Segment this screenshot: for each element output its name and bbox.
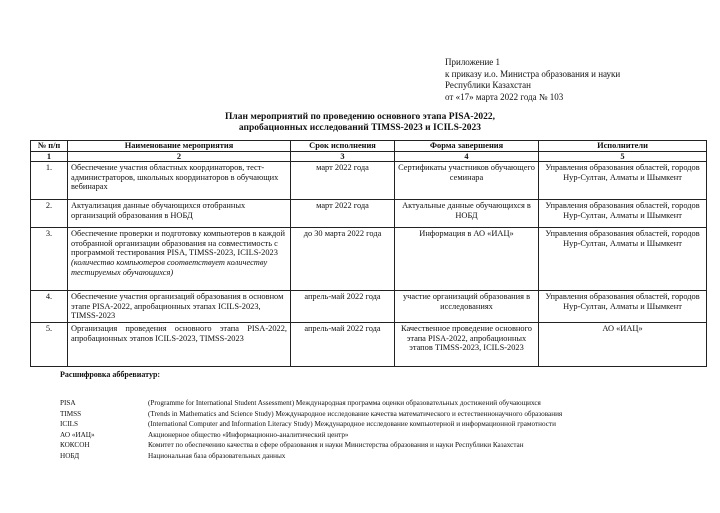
abbreviation-item <box>60 398 562 409</box>
row-term: до 30 марта 2022 года <box>291 228 395 291</box>
row-num: 2. <box>31 200 68 228</box>
abbreviation-value: (Programme for International Student Assessment) Международная программа оценки образовательных достижений обучающихся <box>148 399 541 407</box>
appendix-block <box>445 57 620 103</box>
title-line-2: апробационных исследований TIMSS-2023 и ICILS-2023 <box>238 123 482 133</box>
row-term: март 2022 года <box>291 200 395 228</box>
abbreviation-key: КОКСОН <box>60 441 90 449</box>
row-exec: Управления образования областей, городов Нур-Султан, Алматы и Шымкент <box>539 228 707 291</box>
abbreviation-item <box>60 440 562 451</box>
row-name <box>68 228 291 291</box>
column-number-row <box>31 151 707 162</box>
row-num: 5. <box>31 322 68 366</box>
col-number: 1 <box>31 151 68 162</box>
row-num: 3. <box>31 228 68 291</box>
abbreviation-key: PISA <box>60 399 76 407</box>
row-term: март 2022 года <box>291 162 395 200</box>
row-name <box>68 291 291 323</box>
row-name-text: Актуализация данные обучающихся отобранных организаций образования в НОБД <box>71 201 246 220</box>
row-name-text: Организация проведения основного этапа PISA-2022, апробационных этапов ICILS-2023, TIMSS-2023 <box>71 323 287 343</box>
abbreviation-value: (Trends in Mathematics and Science Study) Международное исследование качества математического и естественнонаучного образования <box>148 409 563 418</box>
header-num: № п/п <box>31 141 68 152</box>
row-name-text: Обеспечение проверки и подготовку компьютеров в каждой отобранной организации образования на совместимость с программой тестирования PISA, TIMSS-2023, ICILS-2023 <box>71 229 285 258</box>
row-exec: Управления образования областей, городов Нур-Султан, Алматы и Шымкент <box>539 162 707 200</box>
abbreviation-key: ICILS <box>60 420 78 428</box>
abbreviation-item <box>60 430 562 441</box>
document-title <box>0 112 720 134</box>
row-form: Актуальные данные обучающихся в НОБД <box>395 200 539 228</box>
row-form: Сертификаты участников обучающего семинара <box>395 162 539 200</box>
row-form: участие организаций образования в исследованиях <box>395 291 539 323</box>
appendix-line: от «17» марта 2022 года № 103 <box>445 91 564 102</box>
row-name-text: Обеспечение участия организаций образования в основном этапе PISA-2022, апробационных этапах ICILS-2023, TIMSS-2023 <box>71 292 284 321</box>
abbreviation-value: (International Computer and Information Literacy Study) Международное исследование компьютерной и информационной грамотности <box>148 420 556 428</box>
abbreviations-list <box>60 398 562 461</box>
appendix-line: Приложение 1 <box>445 57 501 67</box>
col-number: 3 <box>291 151 395 162</box>
row-exec: АО «ИАЦ» <box>539 322 707 366</box>
col-number: 5 <box>539 151 707 162</box>
table-row <box>31 291 707 323</box>
plan-table <box>30 140 707 367</box>
abbreviation-item <box>60 419 562 430</box>
row-num: 1. <box>31 162 68 200</box>
row-form: Качественное проведение основного этапа PISA-2022, апробационных этапов TIMSS-2023, ICILS-2023 <box>395 322 539 366</box>
abbreviations-heading: Расшифровка аббревиатур: <box>60 370 161 379</box>
table-row <box>31 200 707 228</box>
abbreviation-value: Акционерное общество «Информационно-аналитический центр» <box>148 430 349 439</box>
row-name <box>68 322 291 366</box>
table-row <box>31 322 707 366</box>
title-line-1: План мероприятий по проведению основного этапа PISA-2022, <box>225 112 495 122</box>
table-row <box>31 228 707 291</box>
header-exec: Исполнители <box>539 141 707 152</box>
abbreviation-value: Комитет по обеспечению качества в сфере образования и науки Министерства образования и науки Республики Казахстан <box>148 441 524 449</box>
table-row <box>31 162 707 200</box>
header-name: Наименование мероприятия <box>68 141 291 152</box>
row-name <box>68 200 291 228</box>
abbreviation-value: Национальная база образовательных данных <box>148 451 286 460</box>
appendix-line: Республики Казахстан <box>445 80 531 90</box>
abbreviation-key: НОБД <box>60 451 80 460</box>
abbreviation-key: АО «ИАЦ» <box>60 430 95 439</box>
abbreviation-item <box>60 409 562 420</box>
header-term: Срок исполнения <box>291 141 395 152</box>
abbreviation-key: TIMSS <box>60 409 82 418</box>
row-exec: Управления образования областей, городов Нур-Султан, Алматы и Шымкент <box>539 291 707 323</box>
row-name <box>68 162 291 200</box>
row-exec: Управления образования областей, городов Нур-Султан, Алматы и Шымкент <box>539 200 707 228</box>
row-term: апрель-май 2022 года <box>291 322 395 366</box>
row-name-note: (количество компьютеров соответствует количеству тестируемых обучающихся) <box>71 257 268 277</box>
row-num: 4. <box>31 291 68 323</box>
col-number: 4 <box>395 151 539 162</box>
col-number: 2 <box>68 151 291 162</box>
row-name-text: Обеспечение участия областных координаторов, тест-администраторов, школьных координаторов в обучающих вебинарах <box>71 163 279 192</box>
header-form: Форма завершения <box>395 141 539 152</box>
appendix-line: к приказу и.о. Министра образования и науки <box>445 68 621 79</box>
row-form: Информация в АО «ИАЦ» <box>395 228 539 291</box>
table-header-row <box>31 141 707 152</box>
row-term: апрель-май 2022 года <box>291 291 395 323</box>
abbreviation-item <box>60 451 562 462</box>
